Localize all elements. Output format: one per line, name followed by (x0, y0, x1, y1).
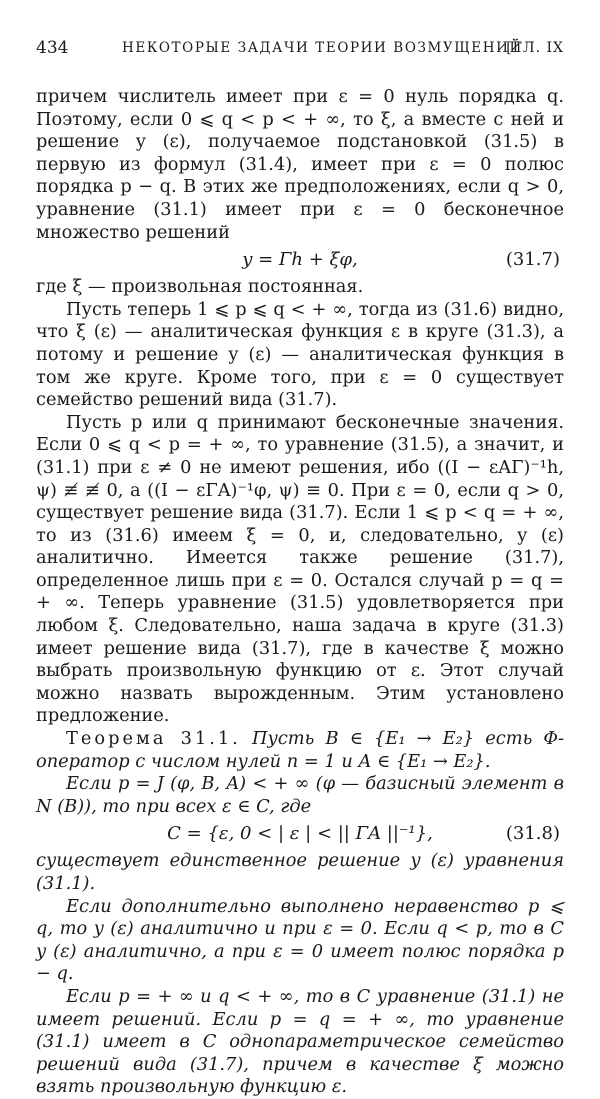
theorem-text-4: Если дополнительно выполнено неравенство p ⩽ q, то y (ε) аналитично и при ε = 0. Если q < p, то в C y (ε) аналитично, а при ε = 0 имеет полюс порядка p − q. (36, 895, 564, 985)
equation-31-7 (36, 244, 564, 276)
equation-number: (31.7) (505, 249, 560, 271)
theorem-text-3: существует единственное решение y (ε) уравнения (31.1). (36, 850, 564, 894)
theorem-heading: Теорема 31.1. (66, 728, 241, 750)
equation-formula: y = Γh + ξφ, (242, 249, 358, 271)
equation-31-8 (36, 818, 564, 850)
theorem-text-2: Если p = J (φ, B, A) < + ∞ (φ — базисный элемент в N (B)), то при всех ε ∈ C, где (36, 773, 564, 817)
theorem-text-5: Если p = + ∞ и q < + ∞, то в C уравнение (31.1) не имеет решений. Если p = q = + ∞, то уравнение (31.1) имеет в C однопараметрическое семейство решений вида (31.7), причем в качестве ξ можно взять произвольную функцию ε. (36, 985, 564, 1098)
running-title: НЕКОТОРЫЕ ЗАДАЧИ ТЕОРИИ ВОЗМУЩЕНИЙ (122, 40, 523, 56)
page-number: 434 (36, 38, 69, 58)
theorem-statement (36, 728, 564, 773)
paragraph-2: где ξ — произвольная постоянная. (36, 276, 364, 298)
chapter-label: [ГЛ. IX (506, 40, 564, 56)
theorem-text-1: Пусть B ∈ {E₁ → E₂} есть Φ-оператор с числом нулей n = 1 и A ∈ {E₁ → E₂}. (36, 728, 565, 772)
paragraph-3: Пусть теперь 1 ⩽ p ⩽ q < + ∞, тогда из (31.6) видно, что ξ (ε) — аналитическая функция ε в круге (31.3), а потому и решение y (ε) — аналитическая функция в том же круге. Кроме того, при ε = 0 существует семейство решений вида (31.7). (36, 298, 564, 411)
paragraph-4: Пусть p или q принимают бесконечные значения. Если 0 ⩽ q < p = + ∞, то уравнение (31.5), а значит, и (31.1) при ε ≠ 0 не имеют решения, ибо ((I − εAΓ)⁻¹h, ψ) ≢ ≢ 0, а ((I − εΓA)⁻¹φ, ψ) ≡ 0. При ε = 0, если q > 0, существует решение вида (31.7). Если 1 ⩽ p < q = + ∞, то из (31.6) имеем ξ = 0, и, следовательно, y (ε) аналитично. Имеется также решение (31.7), определенное лишь при ε = 0. Остался случай p = q = + ∞. Теперь уравнение (31.5) удовлетворяется при любом ξ. Следовательно, наша задача в круге (31.3) имеет решение вида (31.7), где в качестве ξ можно выбрать произвольную функцию от ε. Этот случай можно назвать вырожденным. Этим установлено предложение. (36, 411, 564, 727)
page-header (36, 38, 564, 62)
equation-number: (31.8) (505, 823, 560, 845)
paragraph-1: причем числитель имеет при ε = 0 нуль порядка q. Поэтому, если 0 ⩽ q < p < + ∞, то ξ, а вместе с ней и решение y (ε), получаемое подстановкой (31.5) в первую из формул (31.4), имеет при ε = 0 полюс порядка p − q. В этих же предположениях, если q > 0, уравнение (31.1) имеет при ε = 0 бесконечное множество решений (36, 86, 564, 243)
equation-formula: C = {ε, 0 < | ε | < || ΓA ||⁻¹}, (167, 823, 433, 845)
